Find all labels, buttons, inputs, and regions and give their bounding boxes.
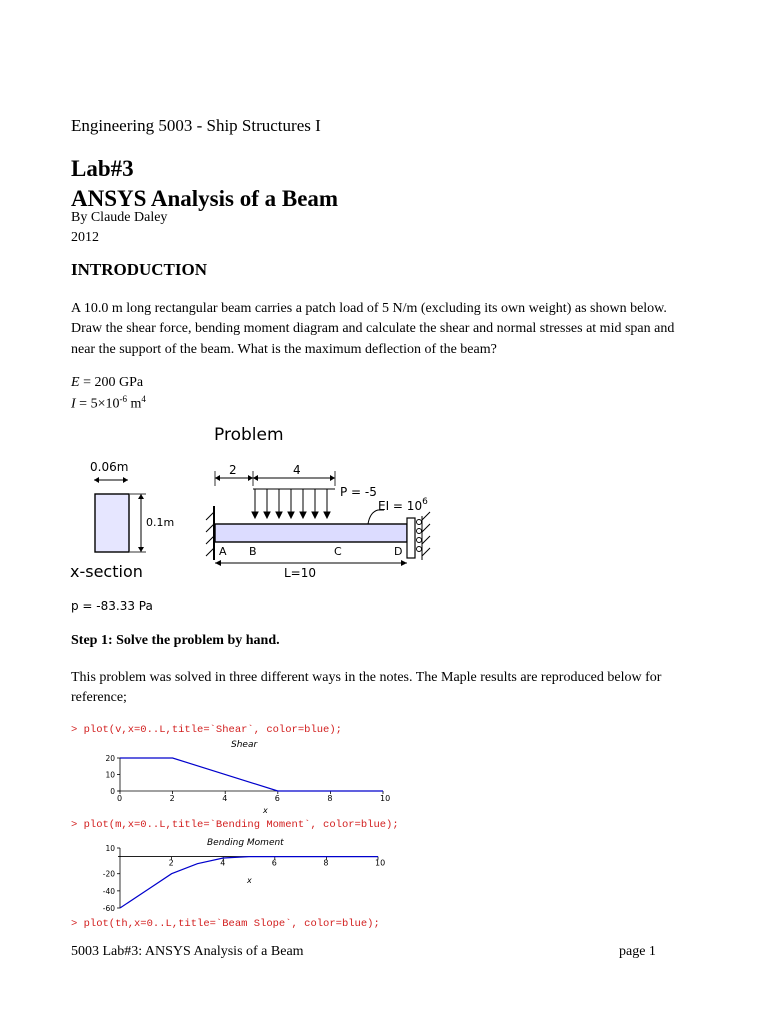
shear-plot [90, 736, 410, 816]
left-support-hatch [206, 512, 214, 556]
byline [71, 208, 167, 247]
point-b: B [249, 545, 257, 558]
moment-x-tick-label: 8 [323, 858, 329, 868]
shear-y-tick-label: 0 [110, 787, 115, 796]
point-d: D [394, 545, 403, 558]
material-properties [71, 373, 146, 415]
moment-x-tick-label: 10 [375, 858, 386, 868]
length-label: L=10 [284, 566, 317, 580]
shear-y-tick-label: 10 [105, 770, 115, 780]
lab-number: Lab#3 [71, 156, 134, 181]
shear-x-tick-label: 2 [169, 794, 175, 803]
point-c: C [334, 545, 342, 558]
lab-heading [71, 154, 338, 214]
footer-left: 5003 Lab#3: ANSYS Analysis of a Beam [71, 944, 304, 959]
moment-title: Bending Moment [207, 838, 284, 848]
cross-section-label: x-section [70, 562, 143, 581]
moment-y-tick-label: -60 [102, 904, 115, 913]
dim-label-2: 2 [229, 463, 237, 477]
section-heading-introduction: INTRODUCTION [71, 260, 208, 279]
beam [215, 524, 407, 542]
shear-x-tick-label: 8 [327, 794, 333, 803]
lab-title: ANSYS Analysis of a Beam [71, 185, 339, 211]
maple-cmd-moment: > plot(m,x=0..L,title=`Bending Moment`, color=blue); [71, 819, 399, 831]
introduction-paragraph: A 10.0 m long rectangular beam carries a patch load of 5 N/m (excluding its own weight) as shown below. Draw the shear force, bending moment diagram and calculate the shear and normal stresses at mid span and near the support of the beam. What is the maximum deflection of the beam? [71, 301, 675, 357]
e-symbol: E [71, 375, 80, 390]
course-title: Engineering 5003 - Ship Structures I [71, 116, 321, 135]
moment-y-tick-label: -40 [102, 886, 115, 896]
dim-label-4: 4 [293, 463, 301, 477]
moment-xlabel: x [247, 876, 252, 885]
bending-moment-plot [90, 834, 410, 916]
e-value: = 200 GPa [79, 375, 144, 390]
maple-cmd-slope: > plot(th,x=0..L,title=`Beam Slope`, color=blue); [71, 918, 380, 930]
cross-section-rect [95, 494, 129, 552]
step1-heading: Step 1: Solve the problem by hand. [71, 633, 280, 648]
i-unit-exponent: 4 [141, 394, 146, 405]
right-support-rollers [417, 520, 422, 552]
shear-x-tick-label: 10 [380, 794, 391, 803]
section-width-label: 0.06m [90, 460, 129, 474]
author: By Claude Daley [71, 210, 168, 225]
shear-x-tick-label: 0 [117, 794, 123, 803]
moment-y-tick-label: 10 [105, 844, 115, 853]
pressure-label: p = -83.33 Pa [71, 599, 153, 613]
moment-x-tick-label: 4 [220, 858, 226, 868]
point-a: A [219, 545, 227, 558]
footer-page-number: page 1 [619, 944, 656, 959]
problem-figure [0, 410, 768, 625]
moment-x-tick-label: 2 [168, 858, 174, 868]
shear-xlabel: x [263, 806, 268, 815]
youngs-modulus [71, 373, 146, 393]
load-label: P = -5 [340, 485, 377, 499]
i-unit: m [126, 396, 142, 412]
shear-series-line [120, 758, 383, 791]
shear-y-tick-label: 20 [105, 754, 115, 763]
figure-problem-title: Problem [214, 425, 284, 445]
i-value: = 5×10 [75, 396, 120, 412]
shear-x-tick-label: 4 [222, 794, 228, 803]
right-support-hatch [422, 512, 430, 560]
moment-y-tick-label: -20 [102, 869, 115, 879]
i-symbol: I [71, 396, 76, 412]
shear-title: Shear [231, 740, 258, 750]
maple-cmd-shear: > plot(v,x=0..L,title=`Shear`, color=blue); [71, 724, 342, 736]
i-exponent: -6 [119, 394, 127, 405]
year: 2012 [71, 229, 99, 245]
moment-x-tick-label: 6 [271, 858, 277, 868]
shear-x-tick-label: 6 [274, 794, 280, 803]
step1-paragraph: This problem was solved in three different ways in the notes. The Maple results are reproduced below for reference; [71, 670, 662, 706]
ei-label: EI = $10^6$ [378, 497, 428, 513]
right-support-block [407, 518, 415, 558]
section-height-label: 0.1m [146, 516, 175, 529]
load-arrows [252, 489, 330, 518]
